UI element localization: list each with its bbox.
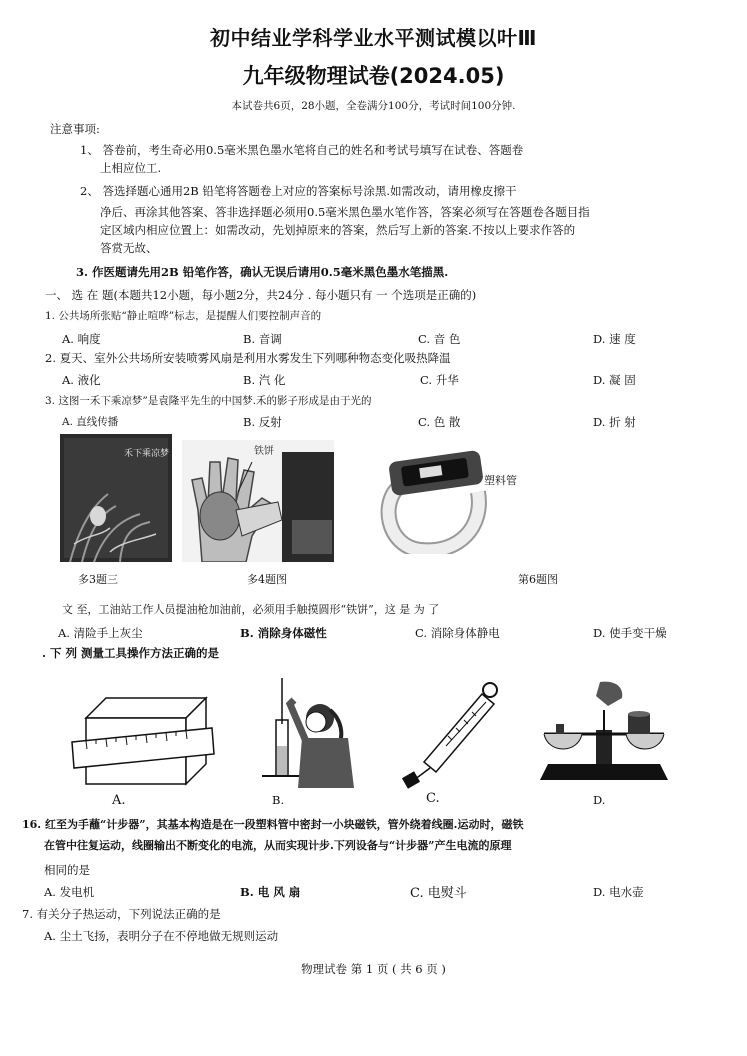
title-line2: 九年级物理试卷(2024.05) [242, 64, 505, 88]
poster-text: 禾下乘凉梦 [124, 449, 170, 459]
q1-option-b: B. 音调 [243, 332, 282, 346]
q5-stem: . 下 列 测量工具操作方法正确的是 [42, 646, 220, 660]
notes-item2-b: 净后、再涂其他答案、答非选择题必须用0.5毫米黑色墨水笔作答，答案必须写在答题卷各题目指 [100, 205, 590, 219]
notes-item2-d: 答赏无故、 [100, 241, 158, 255]
q1-stem: 1. 公共场所张贴“静止喧哗”标志，是提醒人们要控制声音的 [45, 310, 322, 322]
q4-option-d: D. 使手变干燥 [593, 626, 667, 640]
q6-stem-c: 相同的是 [44, 863, 90, 877]
balance-scale-image [534, 680, 674, 790]
q4-option-c: C. 消除身体静电 [415, 626, 500, 640]
section1-heading: 一、 选 在 题(本题共12小题，每小题2分，共24分 . 每小题只有 一 个选项是正确的) [45, 288, 477, 302]
q5-option-d: D. [593, 793, 606, 807]
pedometer-band-image [380, 446, 492, 554]
q1-option-c: C. 音 色 [418, 332, 461, 346]
q4-stem: 文 至，工油站工作人员提油枪加油前，必须用手触摸圆形“铁饼”，这 是 为 了 [62, 603, 440, 616]
caption-fig3: 多3题三 [78, 573, 118, 586]
q3-option-a: A. 直线传播 [62, 416, 119, 428]
q2-option-d: D. 凝 固 [593, 373, 636, 387]
caption-fig4: 多4题图 [247, 573, 287, 586]
q3-option-c: C. 色 散 [418, 415, 461, 429]
label-tiebing: 铁饼 [254, 446, 274, 457]
q2-option-a: A. 液化 [62, 373, 101, 387]
title-line1: 初中结业学科学业水平测试模以叶Ⅲ [210, 26, 537, 50]
notes-item3: 3. 作医题请先用2B 铅笔作答，确认无误后请用0.5毫米黑色墨水笔描黑. [76, 265, 449, 279]
subtitle: 本试卷共6页，28小题，全卷满分100分，考试时间100分钟. [231, 100, 516, 112]
ruler-measuring-block-image [66, 688, 216, 788]
notes-item2-c: 定区域内相应位置上：如需改动，先划掉原来的答案，然后写上新的答案.不按以上要求作答的 [100, 223, 576, 237]
q3-option-b: B. 反射 [243, 415, 282, 429]
q6-option-a: A. 发电机 [44, 885, 95, 899]
q2-option-c: C. 升华 [420, 373, 459, 387]
q5-option-c: C. [426, 791, 440, 806]
q6-stem-b: 在管中往复运动，线圈输出不断变化的电流，从而实现计步.下列设备与“计步器”产生电流的原理 [44, 839, 512, 852]
thermometer-hanging-image [394, 676, 510, 792]
notes-heading: 注意事项: [50, 122, 100, 136]
q7-option-a: A. 尘土飞扬，表明分子在不停地做无规则运动 [44, 929, 279, 943]
caption-fig6: 第6题图 [518, 573, 558, 586]
q2-stem: 2. 夏天、室外公共场所安装喷雾风扇是利用水雾发生下列哪种物态变化吸热降温 [45, 351, 451, 365]
rice-poster-image [60, 434, 172, 562]
girl-reading-cylinder-image [258, 676, 368, 788]
notes-item1-b: 上相应位工. [100, 161, 162, 175]
q7-stem: 7. 有关分子热运动，下列说法正确的是 [22, 907, 221, 921]
q6-option-c: C. 电熨斗 [410, 886, 467, 901]
notes-item2-a: 2、 答选择题心通用2B 铅笔将答题卷上对应的答案标号涂黑.如需改动，请用橡皮擦干 [80, 184, 517, 198]
q2-option-b: B. 汽 化 [243, 373, 286, 387]
q6-stem-a: 16. 红至为手蘸“计步器”，其基本构造是在一段塑料管中密封一小块磁铁，管外绕着线圈.运动时，磁铁 [22, 818, 524, 831]
q6-option-b: B. 电 风 扇 [240, 885, 301, 899]
q3-stem: 3. 这图一禾下乘凉梦”是袁隆平先生的中国梦.禾的影子形成是由于光的 [45, 395, 372, 407]
q3-option-d: D. 折 射 [593, 415, 636, 429]
q4-option-a: A. 清险手上灰尘 [58, 626, 143, 640]
notes-item1-a: 1、 答卷前，考生奇必用0.5毫米黑色墨水笔将自己的姓名和考试号填写在试卷、答题卷 [80, 143, 524, 157]
q6-option-d: D. 电水壶 [593, 885, 644, 899]
q4-option-b: B. 消除身体磁性 [240, 626, 327, 640]
q5-option-b: B. [272, 793, 285, 807]
q1-option-d: D. 速 度 [593, 332, 636, 346]
q5-option-a: A. [112, 793, 126, 808]
hand-touch-image [182, 440, 334, 562]
page-footer: 物理试卷 第 1 页 ( 共 6 页 ) [301, 962, 446, 976]
q1-option-a: A. 响度 [62, 332, 101, 346]
label-plastic-pipe: 塑料管 [484, 474, 517, 487]
